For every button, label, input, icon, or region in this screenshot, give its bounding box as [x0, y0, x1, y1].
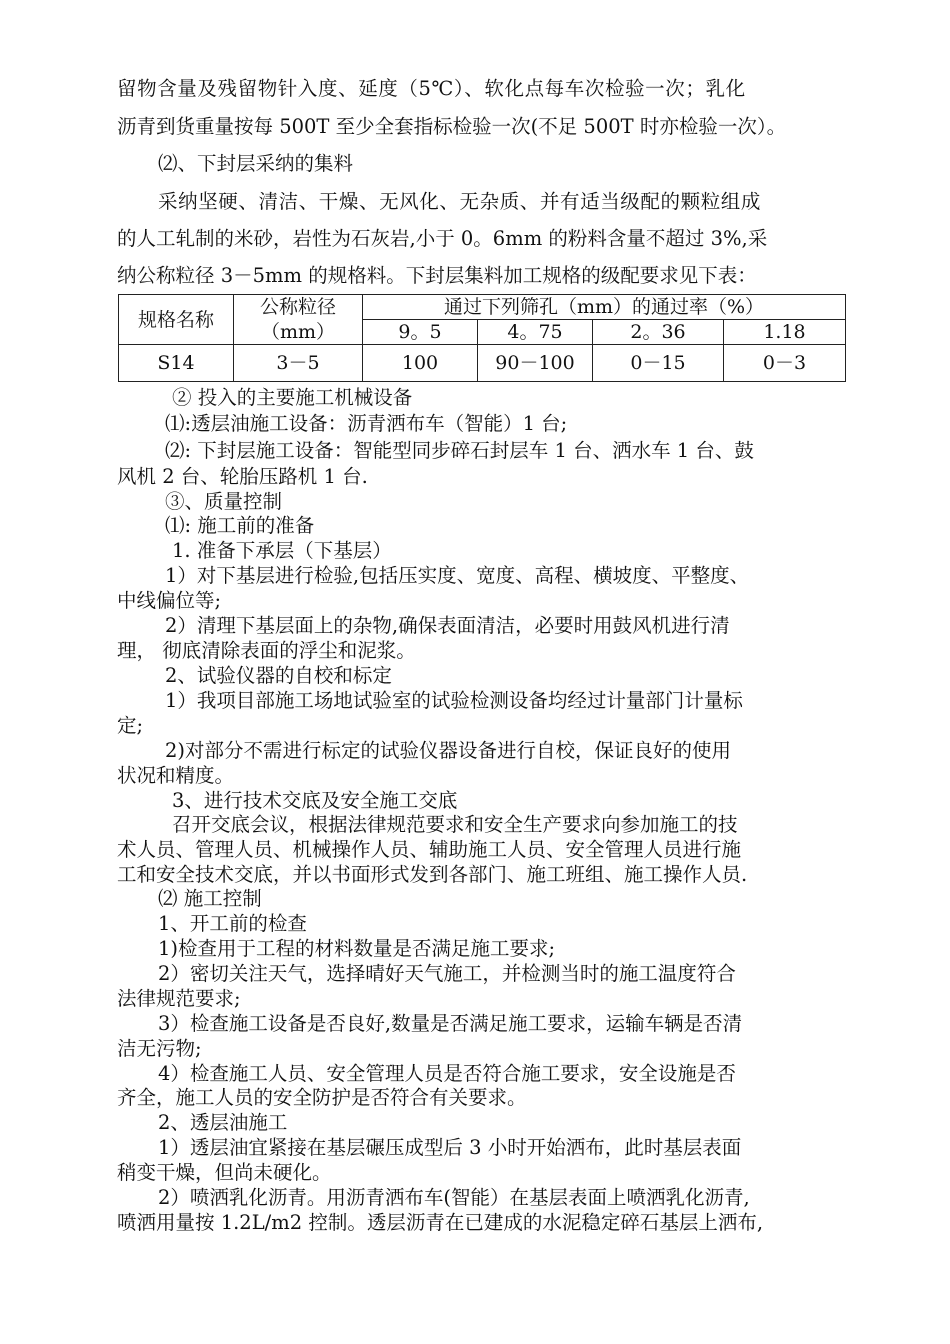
paragraph-line: 2）清理下基层面上的杂物,确保表面清洁，必要时用鼓风机进行清 — [165, 614, 730, 637]
section-heading: ③、质量控制 — [165, 490, 283, 513]
paragraph-line: 3）检查施工设备是否良好,数量是否满足施工要求，运输车辆是否清 — [158, 1012, 743, 1035]
subsection-heading: 1. 准备下承层（下基层） — [172, 539, 392, 562]
paragraph-line: 留物含量及残留物针入度、延度（5℃）、软化点每车次检验一次；乳化 — [117, 77, 746, 100]
paragraph-line: 理， 彻底清除表面的浮尘和泥浆。 — [117, 639, 416, 662]
sieve-size-cell: 2。36 — [593, 320, 724, 345]
paragraph-line: 工和安全技术交底，并以书面形式发到各部门、施工班组、施工操作人员. — [117, 863, 748, 886]
paragraph-line: 术人员、管理人员、机械操作人员、辅助施工人员、安全管理人员进行施 — [117, 838, 742, 861]
header-nominal-size-unit: （mm） — [234, 320, 363, 345]
sieve-size-cell: 9。5 — [363, 320, 478, 345]
header-spec-name: 规格名称 — [119, 295, 234, 345]
header-passing-rate: 通过下列筛孔（mm）的通过率（%） — [363, 295, 846, 320]
section-heading: ⑵ 施工控制 — [158, 887, 262, 910]
paragraph-line: ⑵: 下封层施工设备：智能型同步碎石封层车 1 台、洒水车 1 台、鼓 — [165, 439, 754, 462]
table-row — [119, 345, 846, 382]
table-cell: 0－3 — [724, 345, 846, 382]
paragraph-line: 召开交底会议，根据法律规范要求和安全生产要求向参加施工的技 — [172, 813, 738, 836]
subsection-heading: 3、进行技术交底及安全施工交底 — [172, 789, 458, 812]
sieve-size-cell: 4。75 — [478, 320, 593, 345]
paragraph-line: 洁无污物; — [117, 1037, 202, 1060]
paragraph-line: 1）对下基层进行检验,包括压实度、宽度、高程、横坡度、平整度、 — [165, 564, 750, 587]
paragraph-line: 2）密切关注天气，选择晴好天气施工，并检测当时的施工温度符合 — [158, 962, 736, 985]
subsection-heading: 1、开工前的检查 — [158, 912, 307, 935]
paragraph-line: 风机 2 台、轮胎压路机 1 台. — [117, 465, 368, 488]
paragraph-line: 纳公称粒径 3－5mm 的规格料。下封层集料加工规格的级配要求见下表： — [117, 264, 757, 287]
table-cell: 90－100 — [478, 345, 593, 382]
section-heading: ⑵、下封层采纳的集料 — [158, 152, 354, 175]
paragraph-line: ⑴:透层油施工设备：沥青洒布车（智能）1 台; — [165, 412, 568, 435]
paragraph-line: 4）检查施工人员、安全管理人员是否符合施工要求，安全设施是否 — [158, 1062, 736, 1085]
gradation-table — [118, 294, 846, 382]
sieve-size-cell: 1.18 — [724, 320, 846, 345]
subsection-heading: 2、透层油施工 — [158, 1111, 288, 1134]
paragraph-line: 中线偏位等; — [117, 589, 222, 612]
section-heading: ② 投入的主要施工机械设备 — [172, 386, 413, 409]
paragraph-line: 2)对部分不需进行标定的试验仪器设备进行自校，保证良好的使用 — [165, 739, 732, 762]
paragraph-line: 稍变干燥，但尚未硬化。 — [117, 1161, 332, 1184]
paragraph-line: 采纳坚硬、清洁、干燥、无风化、无杂质、并有适当级配的颗粒组成 — [158, 190, 762, 213]
table-cell: S14 — [119, 345, 234, 382]
paragraph-line: 1)检查用于工程的材料数量是否满足施工要求; — [158, 937, 556, 960]
paragraph-line: 定; — [117, 714, 144, 737]
subsection-heading: 2、试验仪器的自校和标定 — [165, 664, 392, 687]
paragraph-line: 齐全，施工人员的安全防护是否符合有关要求。 — [117, 1086, 527, 1109]
paragraph-line: 1）我项目部施工场地试验室的试验检测设备均经过计量部门计量标 — [165, 689, 743, 712]
table-cell: 0－15 — [593, 345, 724, 382]
paragraph-line: 的人工轧制的米砂，岩性为石灰岩,小于 0。6mm 的粉料含量不超过 3%,采 — [117, 227, 768, 250]
paragraph-line: 沥青到货重量按每 500T 至少全套指标检验一次(不足 500T 时亦检验一次）。 — [117, 115, 787, 138]
paragraph-line: 喷洒用量按 1.2L/m2 控制。透层沥青在已建成的水泥稳定碎石基层上洒布, — [117, 1211, 764, 1234]
paragraph-line: 1）透层油宜紧接在基层碾压成型后 3 小时开始洒布，此时基层表面 — [158, 1136, 742, 1159]
paragraph-line: 法律规范要求; — [117, 987, 241, 1010]
section-heading: ⑴: 施工前的准备 — [165, 514, 315, 537]
table-cell: 100 — [363, 345, 478, 382]
header-nominal-size: 公称粒径 — [234, 295, 363, 320]
paragraph-line: 2）喷洒乳化沥青。用沥青洒布车(智能）在基层表面上喷洒乳化沥青, — [158, 1186, 750, 1209]
table-cell: 3－5 — [234, 345, 363, 382]
paragraph-line: 状况和精度。 — [117, 764, 235, 787]
